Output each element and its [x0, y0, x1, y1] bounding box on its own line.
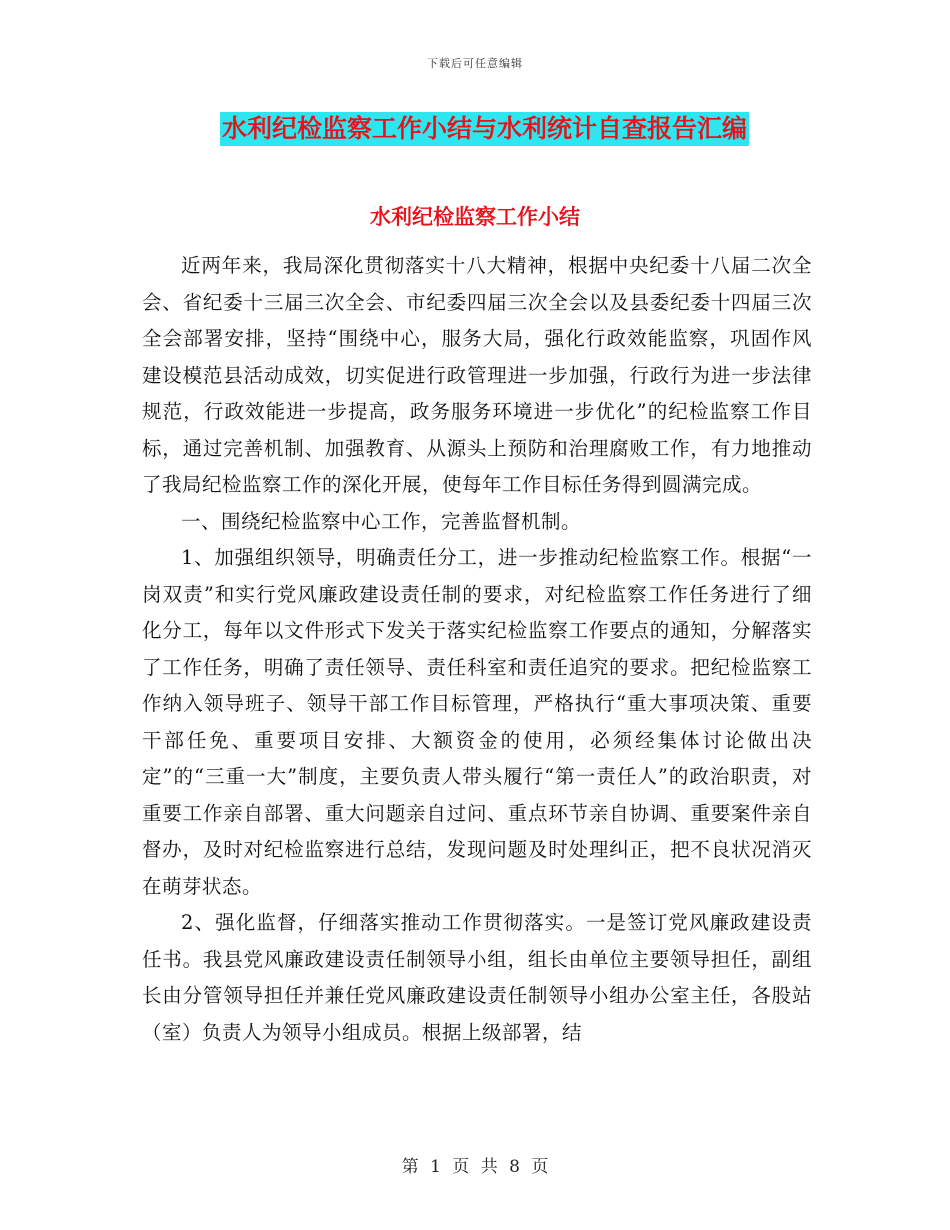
paragraph-item-2: 2、强化监督，仔细落实推动工作贯彻落实。一是签订党风廉政建设责任书。我县党风廉政建设责任制领导小组，组长由单位主要领导担任，副组长由分管领导担任并兼任党风廉政建设责任制领导小组办公室主任，各股站（室）负责人为领导小组成员。根据上级部署，结 [142, 911, 812, 1044]
sub-title: 水利纪检监察工作小结 [370, 205, 580, 229]
paragraph-section-heading: 一、围绕纪检监察中心工作，完善监督机制。 [181, 509, 582, 533]
page-footer: 第 1 页 共 8 页 [401, 1157, 549, 1177]
main-title-wrap [220, 112, 749, 146]
body-content [142, 248, 812, 1051]
paragraph-intro: 近两年来，我局深化贯彻落实十八大精神，根据中央纪委十八届二次全会、省纪委十三届三次全会、市纪委四届三次全会以及县委纪委十四届三次全会部署安排，坚持“围绕中心，服务大局，强化行政效能监察，巩固作风建设模范县活动成效，切实促进行政管理进一步加强，行政行为进一步法律规范，行政效能进一步提高，政务服务环境进一步优化”的纪检监察工作目标，通过完善机制、加强教育、从源头上预防和治理腐败工作，有力地推动了我局纪检监察工作的深化开展，使每年工作目标任务得到圆满完成。 [142, 254, 812, 496]
header-note: 下载后可任意编辑 [427, 57, 523, 70]
main-title: 水利纪检监察工作小结与水利统计自查报告汇编 [220, 112, 749, 146]
paragraph-item-1: 1、加强组织领导，明确责任分工，进一步推动纪检监察工作。根据“一岗双责”和实行党风廉政建设责任制的要求，对纪检监察工作任务进行了细化分工，每年以文件形式下发关于落实纪检监察工作要点的通知，分解落实了工作任务，明确了责任领导、责任科室和责任追究的要求。把纪检监察工作纳入领导班子、领导干部工作目标管理，严格执行“重大事项决策、重要干部任免、重要项目安排、大额资金的使用，必须经集体讨论做出决定”的“三重一大”制度，主要负责人带头履行“第一责任人”的政治职责，对重要工作亲自部署、重大问题亲自过问、重点环节亲自协调、重要案件亲自督办，及时对纪检监察进行总结，发现问题及时处理纠正，把不良状况消灭在萌芽状态。 [142, 546, 812, 898]
